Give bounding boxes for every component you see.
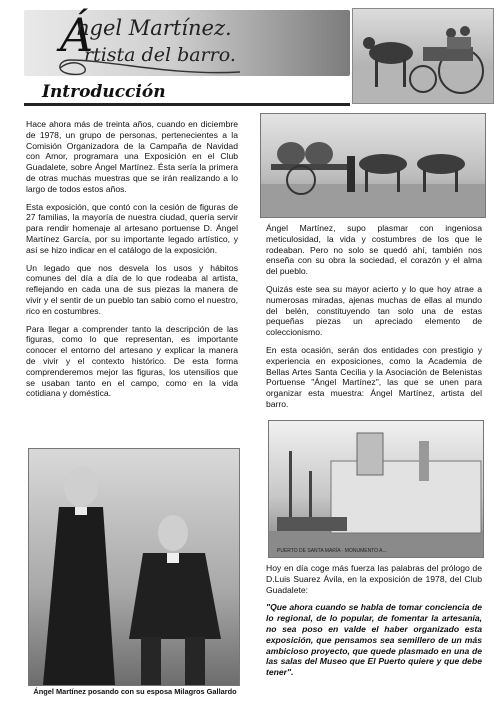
paragraph: Esta exposición, que contó con la cesión de figuras de 27 familias, la mayoría de nuestra ciudad, quería servir para rendir homenaje al artesano portuense D. Ángel Martínez García, por su importante legado artístico, y así se hizo indicar en el catálogo de la exposición. — [26, 201, 238, 255]
paragraph: Un legado que nos desvela los usos y hábitos comunes del día a día de lo que rodeaba al artista, reflejando en cada una de sus piezas la manera de vivir y el sentir de un pueblo tan sabio como el nuestro, rico en costumbres. — [26, 262, 238, 316]
quote: "Que ahora cuando se habla de tomar conciencia de lo regional, de lo popular, de fomentar la artesanía, no sea poso en valde el haber organizado esta exposición, que pensamos sea semillero de un más ambicioso proyecto, que quede plasmado en una de las salas del Museo que El Puerto quiere y que debe tener". — [266, 602, 482, 678]
heading-rule — [24, 103, 350, 106]
cart-horses-photo — [260, 113, 486, 218]
paragraph: Hace ahora más de treinta años, cuando en diciembre de 1978, un grupo de personas, pertenecientes a la Comisión Organizadora de la Campaña de Navidad con Amor, programara una Exposición en el Club Guadalete, sobre Ángel Martínez. Ésta sería la primera de otras muchas muestras que se irán realizando a lo largo de todos estos años. — [26, 119, 238, 194]
paragraph: Quizás este sea su mayor acierto y lo que hoy atrae a numerosas miradas, ajenas muchas de ellas al mundo del belén, constituyendo tan solo una de estas pequeñas piezas un apreciado elemento de coleccionismo. — [266, 283, 482, 338]
right-column — [266, 223, 482, 417]
paragraph: En esta ocasión, serán dos entidades con prestigio y experiencia en exposiciones, como la Academia de Bellas Artes Santa Cecilia y la Asociación de Belenistas Portuense "Ángel Martínez", las que se unen para organizar esta muestra: Ángel Martínez, artista del barro. — [266, 344, 482, 409]
couple-photo — [28, 448, 240, 686]
swirl-ornament-icon — [50, 50, 250, 80]
left-column — [26, 119, 238, 406]
title-line-2: rtista del barro. — [84, 44, 236, 66]
photo-caption: Ángel Martínez posando con su esposa Milagros Gallardo — [33, 687, 237, 696]
bottom-right-column — [266, 563, 482, 685]
title-line-1: ngel Martínez. — [76, 16, 232, 40]
paragraph: Para llegar a comprender tanto la descripción de las figuras, como lo que representan, es importante conocer el entorno del artesano y explicar la manera de vivir y el contexto histórico. De esta forma comprenderemos mejor las figuras, los utensilios que se usaban tanto en el campo, como en la vida cotidiana y doméstica. — [26, 323, 238, 399]
paragraph: Ángel Martínez, supo plasmar con ingeniosa meticulosidad, la vida y costumbres de los que le rodeaban. Pero no solo se quedó ahí, también nos enseña con su obra la sociedad, el corazón y el alma del pueblo. — [266, 223, 482, 277]
paragraph: Hoy en día coge más fuerza las palabras del prólogo de D.Luis Suarez Ávila, en la exposición de 1978, del Club Guadalete: — [266, 563, 482, 595]
photo-caption: PUERTO DE SANTA MARÍA · MONUMENTO A... — [277, 548, 387, 554]
monument-photo — [268, 420, 484, 558]
section-heading: Introducción — [42, 82, 166, 102]
header-banner — [24, 10, 350, 76]
carriage-photo — [352, 8, 494, 104]
title-initial: Á — [60, 8, 94, 62]
